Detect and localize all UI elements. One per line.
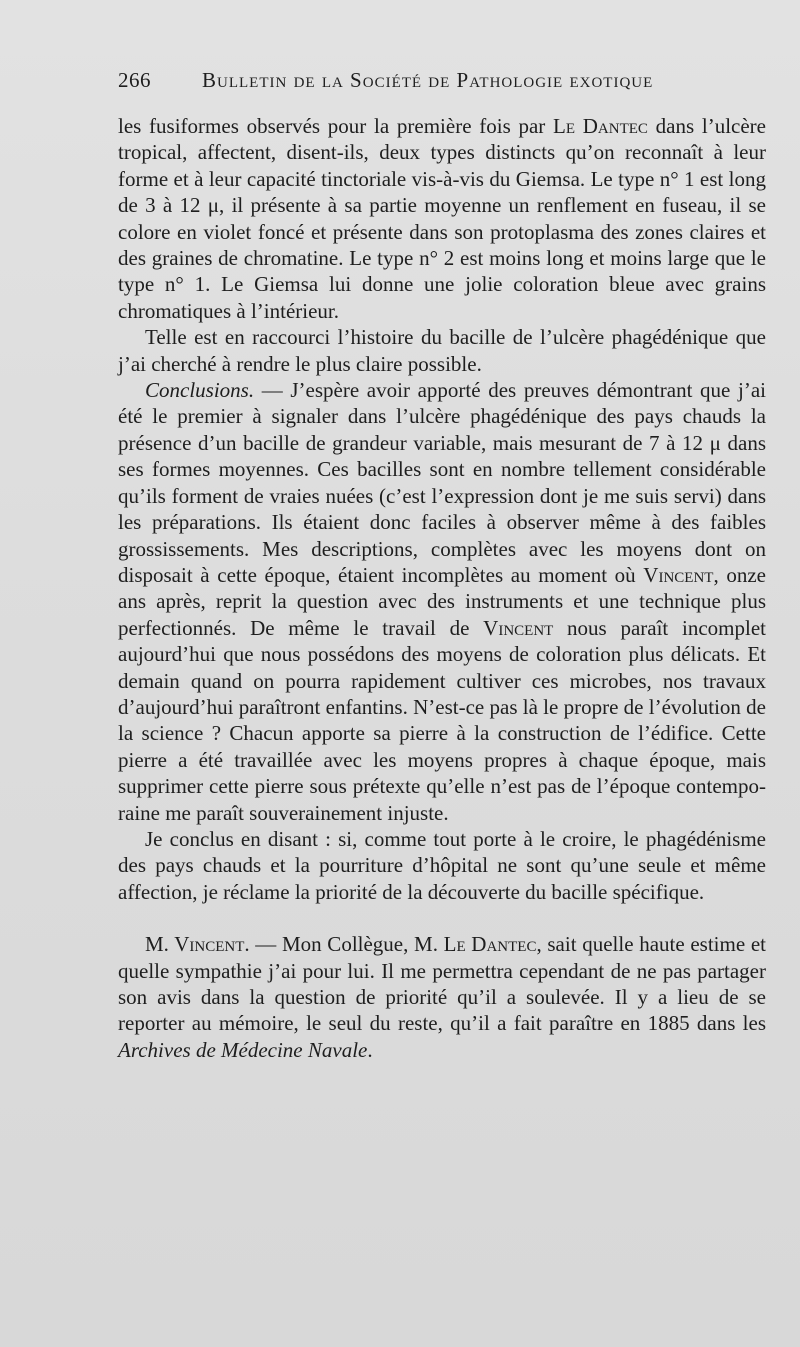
author-name: Le Dantec [443,932,537,957]
paragraph-4: Je conclus en disant : si, comme tout porte à le croire, le phagédénisme des pays chauds et la pourriture d’hôpital ne sont qu’une seule et même affection, je réclame la priorité de la découverte du bacille spécifique. [118,826,766,904]
section-gap [118,905,766,931]
running-title: Bulletin de la Société de Pathologie exotique [202,68,654,92]
paragraph-2: Telle est en raccourci l’histoire du bacille de l’ulcère phagédénique que j’ai cherché à rendre le plus claire possible. [118,325,766,376]
page-number: 266 [118,68,151,92]
paragraph-1: les fusiformes observés pour la première fois par Le Dantec dans l’ulcère tropical, affectent, disent-ils, deux types distincts qu’on reconnaît à leur forme et à leur capacité tinctoriale vis-à-vis du Giemsa. Le type n° 1 est long de 3 à 12 μ, il présente à sa partie moyenne un renflement en fuseau, il se colore en violet foncé et présente dans son protoplasma des zones claires et des graines de chromatine. Le type n° 2 est moins long et moins large que le type n° 1. Le Giemsa lui donne une jolie coloration bleue avec grains chromatiques à l’intérieur. [118,114,766,323]
body-text [118,113,766,1063]
journal-title: Archives de Médecine Navale [118,1037,368,1062]
section-label: Conclusions. [145,378,255,403]
author-name: Vincent [643,562,714,587]
author-name: Le Dantec [553,114,648,138]
author-name: Vincent [483,615,554,640]
speaker-name: M. Vincent [145,932,245,957]
paragraph-reply: M. Vincent. — Mon Collègue, M. Le Dantec, sait quelle haute estime et quelle sympathie j’ai pour lui. Il me permettra cependant de ne pas partager son avis dans la question de priorité qu’il a soulevée. Il y a lieu de se reporter au mémoire, le seul du reste, qu’il a fait paraître en 1885 dans les Archives de Médecine Navale. [118,932,766,1062]
paragraph-conclusions: Conclusions. — J’espère avoir apporté des preuves démontrant que j’ai été le premier à signaler dans l’ulcère phagédénique des pays chauds la présence d’un bacille de grandeur variable, mais mesurant de 7 à 12 μ dans ses formes moyennes. Ces bacilles sont en nombre tellement considérable qu’ils forment de vraies nuées (c’est l’expression dont je me suis servi) dans les préparations. Ils étaient donc faciles à observer même à des faibles grossissements. Mes descriptions, complètes avec les moyens dont on disposait à cette époque, étaient incomplètes au moment où Vincent, onze ans après, reprit la question avec des instruments et une technique plus perfectionnés. De même le travail de Vincent nous paraît incomplet aujourd’hui que nous possédons des moyens de coloration plus délicats. Et demain quand on pourra rapidement cultiver ces microbes, nos travaux d’aujourd’hui paraîtront enfantins. N’est-ce pas là le propre de l’évolution de la science ? Chacun apporte sa pierre à la construction de l’édifice. Cette pierre a été travaillée avec les moyens propres à chaque époque, mais supprimer cette pierre sous prétexte qu’elle n’est pas de l’époque contemporaine me paraît souverainement injuste. [118,378,766,825]
